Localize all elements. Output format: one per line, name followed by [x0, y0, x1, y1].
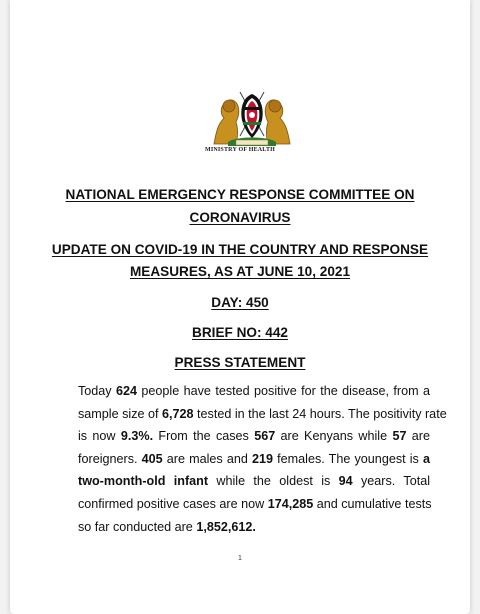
paragraph-line: so far conducted are 1,852,612.	[78, 519, 256, 534]
update-title-line1: UPDATE ON COVID-19 IN THE COUNTRY AND RESPONSE	[51, 242, 429, 257]
committee-title	[10, 186, 470, 203]
paragraph-line: two-month-old infant while the oldest is 94 years. Total	[78, 474, 430, 489]
paragraph-line: Today 624 people have tested positive for the disease, from a	[78, 384, 430, 398]
document-page	[10, 0, 470, 614]
kenya-coat-of-arms-icon	[210, 84, 294, 148]
page-number: 1	[238, 555, 242, 562]
press-statement-heading: PRESS STATEMENT	[174, 355, 306, 370]
update-title-cont	[10, 263, 470, 280]
brief-number: BRIEF NO: 442	[192, 325, 288, 340]
paragraph-line: confirmed positive cases are now 174,285 and cumulative tests	[78, 496, 432, 511]
paragraph-line: sample size of 6,728 tested in the last 24 hours. The positivity rate	[78, 406, 447, 421]
committee-title-line1: NATIONAL EMERGENCY RESPONSE COMMITTEE ON	[65, 187, 415, 202]
statement-paragraph	[78, 380, 447, 538]
ministry-name: MINISTRY OF HEALTH	[204, 147, 276, 153]
update-title	[10, 241, 470, 258]
committee-title-line2: CORONAVIRUS	[189, 210, 291, 225]
paragraph-line: is now 9.3%. From the cases 567 are Kenyans while 57 are	[78, 429, 430, 444]
day-label: DAY: 450	[211, 295, 269, 310]
update-title-line2: MEASURES, AS AT JUNE 10, 2021	[129, 264, 351, 279]
committee-title-cont	[10, 209, 470, 226]
paragraph-line: foreigners. 405 are males and 219 females. The youngest is a	[78, 451, 430, 466]
